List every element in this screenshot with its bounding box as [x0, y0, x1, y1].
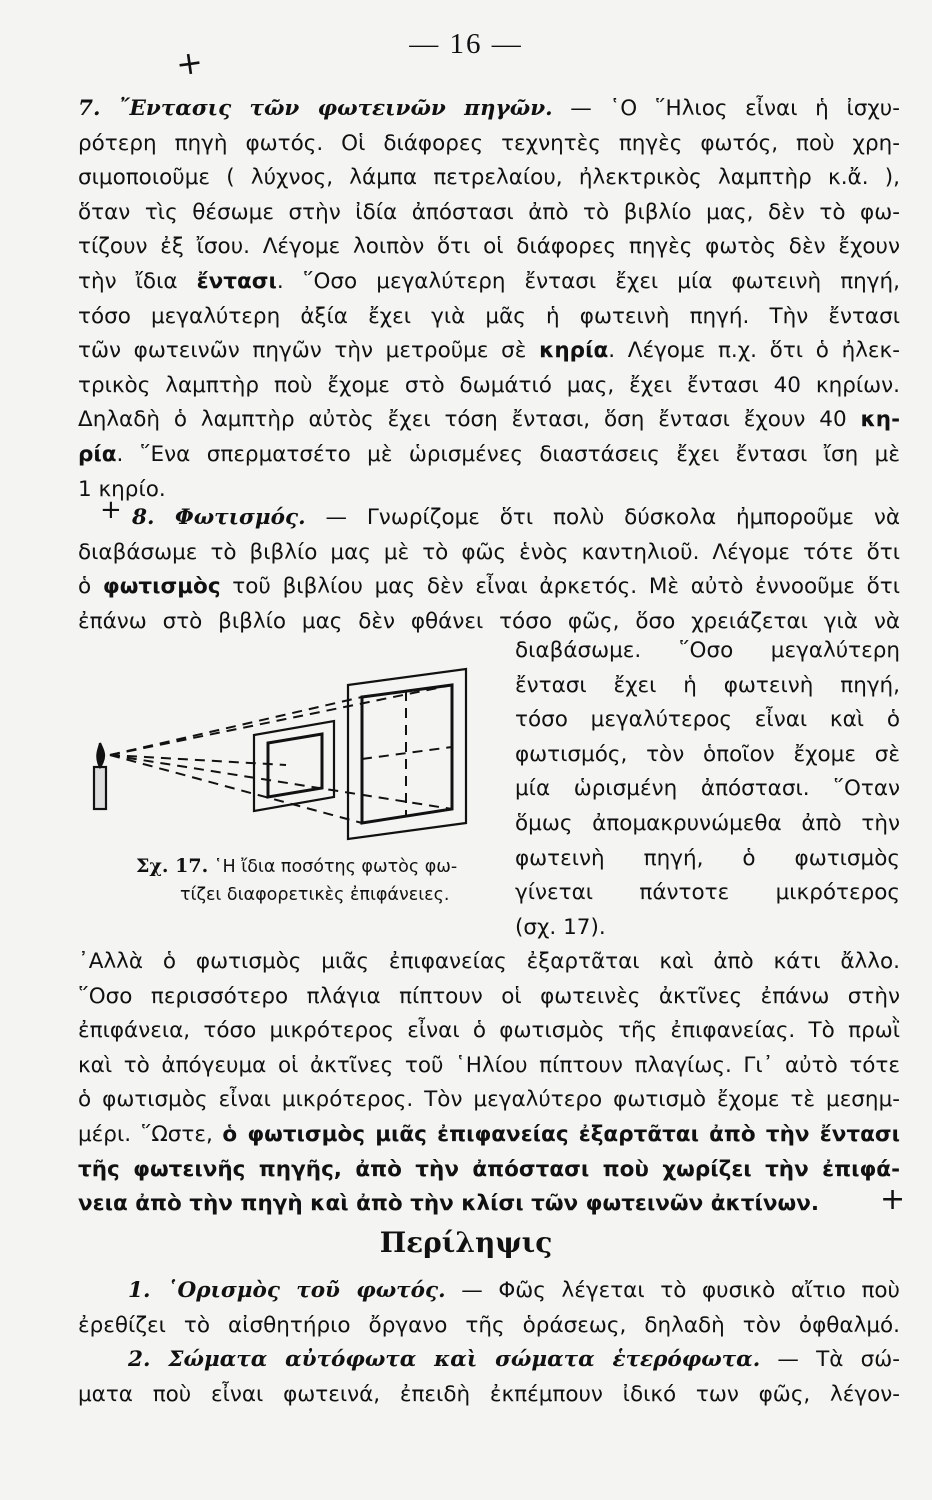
section-7-line: τρικὸς λαμπτὴρ ποὺ ἔχομε στὸ δωμάτιό μας, ἔχει ἔντασι 40 κηρίων. — [78, 372, 900, 398]
section-7-line: ρία. ῞Ενα σπερματσέτο μὲ ὡρισμένες διαστάσεις ἔχει ἔντασι ἴση μὲ — [78, 441, 900, 467]
candle-icon — [94, 767, 106, 809]
section-8-heading: 8. Φωτισμός. — [132, 505, 306, 530]
section-7-line: ὅταν τὶς θέσωμε στὴν ἰδία ἀπόστασι ἀπὸ τὸ βιβλίο μας, δὲν τὸ φω- — [78, 199, 900, 225]
summary-item-1-heading: 1. ῾Ορισμὸς τοῦ φωτός. — [128, 1278, 446, 1303]
summary-item-2-heading: 2. Σώματα αὐτόφωτα καὶ σώματα ἑτερόφωτα. — [128, 1347, 761, 1373]
section-8: 8. Φωτισμός. — Γνωρίζομε ὅτι πολὺ δύσκολα ἠμποροῦμε νὰ διαβάσωμε τὸ βιβλίο μας μὲ τὸ φῶς ἑνὸς καντηλιοῦ. Λέγομε τότε ὅτι ὁ φωτισμὸς τοῦ βιβλίου μας δὲν εἶναι ἀρκετός. Μὲ αὐτὸ ἐννοοῦμε ὅτι ἐπάνω στὸ βιβλίο μας δὲν φθάνει τόσο φῶς, ὅσο χρειάζεται γιὰ νὰ — [78, 505, 900, 634]
section-7-line: Δηλαδὴ ὁ λαμπτὴρ αὐτὸς ἔχει τόση ἔντασι, ὅση ἔντασι ἔχουν 40 κη- — [78, 407, 900, 433]
section-7-line: τῶν φωτεινῶν πηγῶν τὴν μετροῦμε σὲ κηρία. Λέγομε π.χ. ὅτι ὁ ἠλεκ- — [78, 338, 900, 364]
summary-items: 1. ῾Ορισμὸς τοῦ φωτός. — Φῶς λέγεται τὸ φυσικὸ αἴτιο ποὺ ἐρεθίζει τὸ αἰσθητήριο ὄργανο τῆς ὁράσεως, δηλαδὴ τὸν ὀφθαλμό. 2. Σώματα αὐτόφωτα καὶ σώματα ἑτερόφωτα. — Τὰ σώ- ματα ποὺ εἶναι φωτεινά, ἐπειδὴ ἐκπέμπουν ἰδικό των φῶς, λέγον- — [78, 1278, 900, 1407]
figure-side-text: διαβάσωμε. ῞Οσο μεγαλύτερη ἔντασι ἔχει ἡ φωτεινὴ πηγή, τόσο μεγαλύτερος εἶναι καὶ ὁ φωτισμός, τὸν ὁποῖον ἔχομε σὲ μία ὡρισμένη ἀπόστασι. ῞Οταν ὅμως ἀπομακρυνώμεθα ἀπὸ τὴν φωτεινὴ πηγή, ὁ φωτισμὸς γίνεται πάντοτε μικρότερος (σχ. 17). — [515, 638, 900, 940]
section-7-line: ρότερη πηγὴ φωτός. Οἱ διάφορες τεχνητὲς πηγὲς φωτός, ποὺ χρη- — [78, 130, 900, 156]
term-keria: κηρία — [539, 338, 609, 364]
section-7 — [78, 92, 900, 507]
section-7-heading: 7. ῎Εντασις τῶν φωτεινῶν πηγῶν. — [78, 96, 553, 121]
figure-17-caption — [136, 852, 486, 909]
caption-line: ῾Η ἴδια ποσότης φωτὸς φω- — [213, 857, 458, 877]
term-fotismos: φωτισμὸς — [102, 574, 221, 600]
section-7-line: τὴν ἴδια ἔντασι. ῞Οσο μεγαλύτερη ἔντασι ἔχει μία φωτεινὴ πηγή, — [78, 268, 900, 294]
section-7-line: τίζουν ἐξ ἴσου. Λέγομε λοιπὸν ὅτι οἱ διάφορες πηγὲς φωτὸς δὲν ἔχουν — [78, 234, 900, 260]
conclusion-bold: ὁ φωτισμὸς μιᾶς ἐπιφανείας ἐξαρτᾶται ἀπὸ τὴν ἔντασι — [222, 1121, 900, 1147]
section-7-line: 1 κηρίο. — [78, 476, 166, 502]
section-7-line: σιμοποιοῦμε ( λύχνος, λάμπα πετρελαίου, ἠλεκτρικὸς λαμπτὴρ κ.ἄ. ), — [78, 165, 900, 191]
caption-line: τίζει διαφορετικὲς ἐπιφάνειες. — [180, 885, 450, 905]
term-entasi: ἔντασι — [196, 268, 277, 294]
summary-title: Περίληψις — [379, 1226, 553, 1259]
margin-mark: + — [100, 495, 122, 525]
figure-17-diagram — [86, 655, 486, 855]
figure-label: Σχ. 17. — [136, 855, 209, 877]
flame-icon — [97, 743, 104, 767]
page-number: — 16 — — [409, 28, 523, 60]
margin-mark: + — [173, 42, 206, 84]
margin-mark: + — [880, 1182, 906, 1217]
section-7-line: τόσο μεγαλύτερη ἀξία ἔχει γιὰ μᾶς ἡ φωτεινὴ πηγή. Τὴν ἔντασι — [78, 303, 900, 329]
section-7-line: 7. ῎Εντασις τῶν φωτεινῶν πηγῶν. — ῾Ο ῞Ηλιος εἶναι ἡ ἰσχυ- — [78, 96, 900, 121]
section-8-continued: ᾿Αλλὰ ὁ φωτισμὸς μιᾶς ἐπιφανείας ἐξαρτᾶται καὶ ἀπὸ κάτι ἄλλο. ῞Οσο περισσότερο πλάγια πίπτουν οἱ φωτεινὲς ἀκτῖνες ἐπάνω στὴν ἐπιφάνεια, τόσο μικρότερος εἶναι ὁ φωτισμὸς τῆς ἐπιφανείας. Τὸ πρωῒ καὶ τὸ ἀπόγευμα οἱ ἀκτῖνες τοῦ ῾Ηλίου πίπτουν πλαγίως. Γι᾿ αὐτὸ τότε ὁ φωτισμὸς εἶναι μικρότερος. Τὸν μεγαλύτερο φωτισμὸ ἔχομε τὲ μεσημ- μέρι. ῞Ωστε, ὁ φωτισμὸς μιᾶς ἐπιφανείας ἐξαρτᾶται ἀπὸ τὴν ἔντασι τῆς φωτεινῆς πηγῆς, ἀπὸ τὴν ἀπόστασι ποὺ χωρίζει τὴν ἐπιφά- νεια ἀπὸ τὴν πηγὴ καὶ ἀπὸ τὴν κλίσι τῶν φωτεινῶν ἀκτίνων. — [78, 949, 900, 1217]
